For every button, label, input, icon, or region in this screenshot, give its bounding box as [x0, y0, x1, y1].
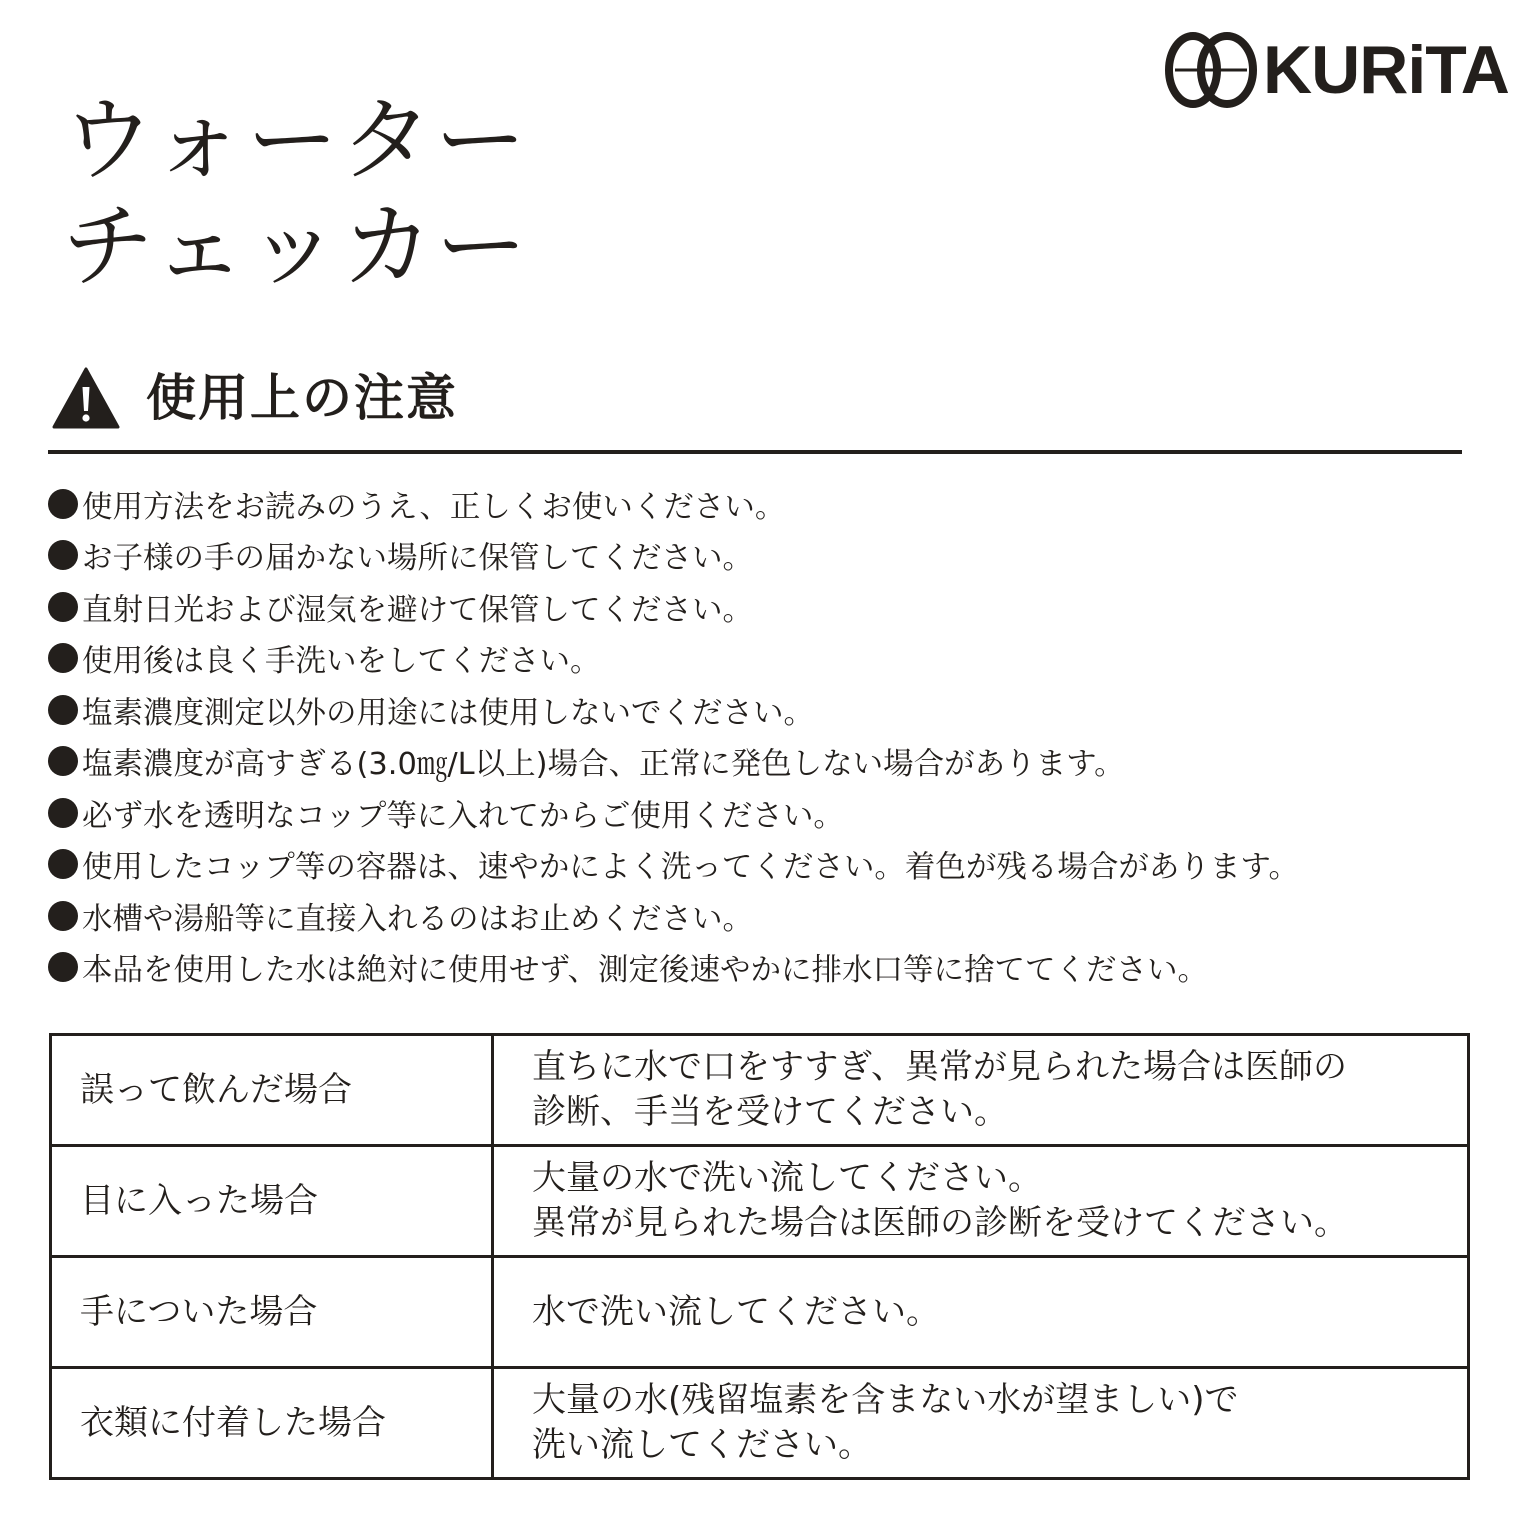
- table-row: [51, 1368, 1469, 1479]
- kurita-logo: [1165, 30, 1509, 110]
- caution-item: [48, 530, 1299, 582]
- situation-cell: 衣類に付着した場合: [51, 1368, 493, 1479]
- action-line: 異常が見られた場合は医師の診断を受けてください。: [532, 1203, 1348, 1243]
- action-cell: [493, 1368, 1469, 1479]
- bullet-icon: [48, 643, 78, 673]
- table-row: [51, 1146, 1469, 1257]
- heading-divider: [48, 450, 1462, 454]
- action-cell: [493, 1146, 1469, 1257]
- caution-list: [48, 478, 1299, 993]
- action-line: 大量の水で洗い流してください。: [532, 1158, 1042, 1198]
- caution-item-text: 使用後は良く手洗いをしてください。: [82, 644, 601, 680]
- caution-item-text: 直射日光および湿気を避けて保管してください。: [82, 592, 753, 628]
- bullet-icon: [48, 746, 78, 776]
- caution-item-text: 本品を使用した水は絶対に使用せず、測定後速やかに排水口等に捨ててください。: [82, 953, 1209, 989]
- product-title: [62, 88, 529, 300]
- action-line: 水で洗い流してください。: [532, 1291, 940, 1332]
- bullet-icon: [48, 592, 78, 622]
- action-line: 診断、手当を受けてください。: [532, 1092, 1008, 1132]
- situation-cell: 手についた場合: [51, 1257, 493, 1368]
- action-cell: [493, 1035, 1469, 1146]
- caution-item-text: 塩素濃度測定以外の用途には使用しないでください。: [82, 695, 814, 731]
- kurita-emblem-icon: [1165, 30, 1257, 110]
- warning-triangle-icon: [52, 367, 120, 429]
- caution-item-text: 水槽や湯船等に直接入れるのはお止めください。: [82, 901, 753, 937]
- caution-item-text: 必ず水を透明なコップ等に入れてからご使用ください。: [82, 798, 844, 834]
- logo-wordmark: KURiTA: [1263, 32, 1509, 108]
- situation-cell: 目に入った場合: [51, 1146, 493, 1257]
- bullet-icon: [48, 695, 78, 725]
- caution-item: [48, 787, 1299, 839]
- table-row: [51, 1035, 1469, 1146]
- caution-item: [48, 942, 1299, 994]
- bullet-icon: [48, 952, 78, 982]
- caution-item-text: 使用方法をお読みのうえ、正しくお使いください。: [82, 489, 786, 525]
- caution-item: [48, 890, 1299, 942]
- caution-header: [52, 362, 458, 434]
- bullet-icon: [48, 849, 78, 879]
- caution-item-text: お子様の手の届かない場所に保管してください。: [82, 541, 753, 577]
- caution-heading: 使用上の注意: [146, 369, 458, 427]
- bullet-icon: [48, 489, 78, 519]
- caution-item: [48, 633, 1299, 685]
- bullet-icon: [48, 798, 78, 828]
- bullet-icon: [48, 540, 78, 570]
- bullet-icon: [48, 901, 78, 931]
- situation-cell: 誤って飲んだ場合: [51, 1035, 493, 1146]
- caution-item-text: 塩素濃度が高すぎる(3.0㎎/L以上)場合、正常に発色しない場合があります。: [82, 747, 1125, 783]
- action-line: 直ちに水で口をすすぎ、異常が見られた場合は医師の: [532, 1047, 1347, 1087]
- table-row: [51, 1257, 1469, 1368]
- caution-item: [48, 839, 1299, 891]
- caution-item: [48, 736, 1299, 788]
- caution-item: [48, 478, 1299, 530]
- caution-item-text: 使用したコップ等の容器は、速やかによく洗ってください。着色が残る場合があります。: [82, 850, 1299, 886]
- product-title-line-1: ウォーター: [62, 87, 529, 194]
- caution-item: [48, 581, 1299, 633]
- action-cell: [493, 1257, 1469, 1368]
- action-line: 洗い流してください。: [532, 1425, 872, 1465]
- action-line: 大量の水(残留塩素を含まない水が望ましい)で: [532, 1380, 1239, 1420]
- product-title-line-2: チェッカー: [62, 193, 530, 300]
- first-aid-table: [49, 1033, 1470, 1480]
- caution-item: [48, 684, 1299, 736]
